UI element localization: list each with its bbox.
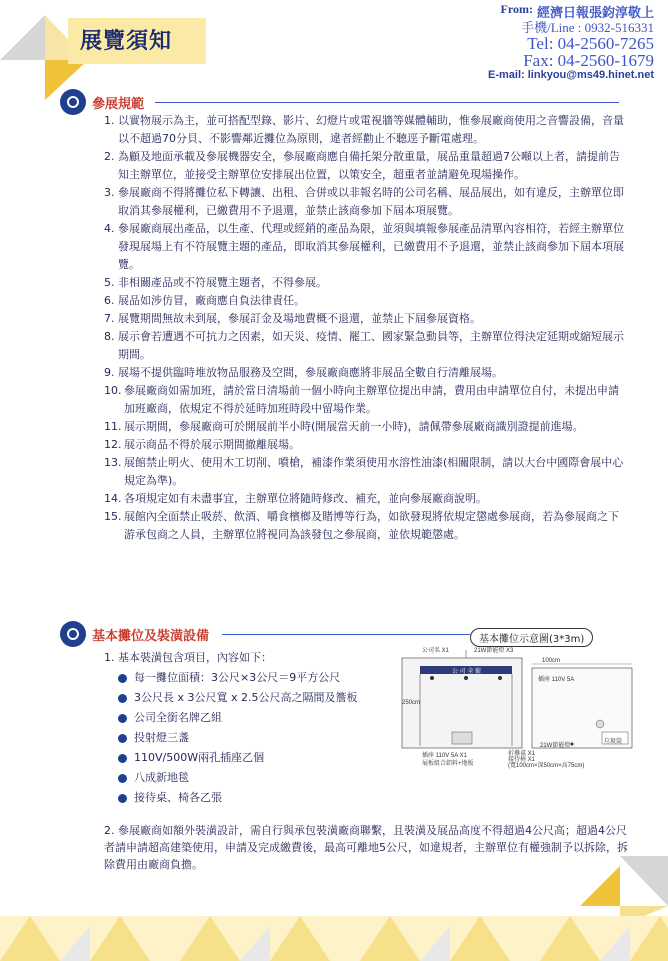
bullet-icon xyxy=(118,774,127,783)
contact-name: 經濟日報張鈞淳敬上 xyxy=(536,5,654,20)
booth-item xyxy=(118,688,358,708)
rule-number: 9. xyxy=(104,366,115,379)
diagram-text: 公 司 全 銜 xyxy=(452,669,482,675)
rule-item xyxy=(104,508,624,544)
rule-number: 1. xyxy=(104,114,115,127)
booth-item-text: 八成新地毯 xyxy=(134,771,189,784)
rule-number: 14. xyxy=(104,492,122,505)
rule-text: 參展廠商展出產品，以生產、代理或經銷的產品為限，並須與填報參展產品清單內容相符，若經主辦單位發現展場上有不符展覽主題的產品，即取消其參展權利，已繳費用不予退還，並禁止該商參加下屆本項展覽。 xyxy=(118,222,624,271)
rule-text: 展品如涉仿冒，廠商應自負法律責任。 xyxy=(118,294,305,307)
rule-text: 為顧及地面承載及參展機器安全，參展廠商應自備托架分散重量，展品重量超過7公噸以上者，請提前告知主辦單位，並接受主辦單位安排展出位置，以策安全，超重者並請避免現場操作。 xyxy=(118,150,620,181)
contact-mobile: 手機/Line : 0932-516331 xyxy=(521,20,654,35)
rule-item xyxy=(104,418,624,436)
rule-item xyxy=(104,490,624,508)
contact-email: E-mail: linkyou@ms49.hinet.net xyxy=(488,69,654,81)
booth-items xyxy=(104,648,358,808)
rule-text: 展示會若遭遇不可抗力之因素，如天災、疫情、罷工、國家緊急動員等，主辦單位得決定延期或縮短展示期間。 xyxy=(118,330,624,361)
diagram-text: 接待椅 X1 xyxy=(508,757,536,763)
rule-number: 11. xyxy=(104,420,122,433)
rule-number: 6. xyxy=(104,294,115,307)
booth-intro: 1. 基本裝潢包含項目，內容如下： xyxy=(104,651,272,664)
diagram-text: 100cm xyxy=(542,658,561,664)
rule-number: 8. xyxy=(104,330,115,343)
rule-item xyxy=(104,220,624,274)
bullet-icon xyxy=(118,794,127,803)
diagram-text: (寬100cm×深50cm×高75cm) xyxy=(508,763,585,769)
diagram-text: 21W節能燈 X3 xyxy=(474,648,514,654)
rule-item xyxy=(104,454,624,490)
footer-stripe xyxy=(0,916,668,961)
booth-item-text: 每一攤位面積：3公尺×3公尺＝9平方公尺 xyxy=(134,671,341,684)
booth-item xyxy=(118,668,358,688)
rule-number: 10. xyxy=(104,384,122,397)
booth-item-text: 投射燈三盞 xyxy=(134,731,189,744)
booth-item xyxy=(118,768,358,788)
rule-number: 2. xyxy=(104,150,115,163)
divider xyxy=(222,634,470,635)
rule-text: 展示商品不得於展示期間撤離展場。 xyxy=(124,438,300,451)
section-title-rules: 參展規範 xyxy=(92,96,145,112)
rule-item xyxy=(104,292,624,310)
rule-text: 展示期間，參展廠商可於開展前半小時(開展當天前一小時)，請佩帶參展廠商識別證提前進場。 xyxy=(124,420,584,433)
booth-item xyxy=(118,748,358,768)
bullet-icon xyxy=(118,674,127,683)
bullet-icon xyxy=(118,734,127,743)
divider xyxy=(155,102,619,103)
rule-item xyxy=(104,382,624,418)
booth-item-text: 110V/500W兩孔插座乙個 xyxy=(134,751,265,764)
booth-diagram xyxy=(392,640,642,768)
diagram-text: 折疊桌 X1 xyxy=(508,751,536,757)
rule-number: 15. xyxy=(104,510,122,523)
booth-item-text: 公司全銜名牌乙組 xyxy=(134,711,222,724)
bullet-icon xyxy=(118,754,127,763)
diagram-text: 插座 110V 5A X1 xyxy=(422,753,467,759)
booth-item xyxy=(118,728,358,748)
section-title-booth: 基本攤位及裝潢設備 xyxy=(92,628,210,644)
booth-item-text: 接待桌、椅各乙張 xyxy=(134,791,222,804)
rule-text: 參展廠商如需加班，請於當日清場前一個小時向主辦單位提出申請，費用由申請單位自付，未提出申請加班廠商，依規定不得於延時加班時段中留場作業。 xyxy=(124,384,619,415)
section-header-booth xyxy=(60,621,209,647)
diagram-text: 公司名 X1 xyxy=(422,648,450,654)
rule-number: 13. xyxy=(104,456,122,469)
booth-item xyxy=(118,708,358,728)
booth-item-text: 3公尺長 x 3公尺寬 x 2.5公尺高之隔間及簷板 xyxy=(134,691,358,704)
rule-text: 以實物展示為主，並可搭配型錄、影片、幻燈片或電視牆等媒體輔助，惟參展廠商使用之音響設備，音量以不超過70分貝、不影響鄰近攤位為原則，違者經勸止不聽逕予斷電處理。 xyxy=(118,114,624,145)
rule-text: 展館內全面禁止吸菸、飲酒、嚼食檳榔及賭博等行為，如欲發現將依規定懲處參展商，若為參展商之下游承包商之人員，主辦單位將視同為該發包之參展商，並依規範懲處。 xyxy=(124,510,619,541)
rule-item xyxy=(104,148,624,184)
contact-from: From: xyxy=(500,2,533,16)
diagram-text: 展板組合鋁料+地板 xyxy=(422,761,474,767)
gear-icon xyxy=(60,621,86,647)
rule-item xyxy=(104,328,624,364)
diagram-text: 21W節能燈 xyxy=(540,743,571,749)
rule-item xyxy=(104,274,624,292)
rule-number: 12. xyxy=(104,438,122,451)
diagram-text: 垃圾筒 xyxy=(604,739,623,745)
rule-text: 展覽期間無故未到展，參展訂金及場地費概不退還，並禁止下屆參展資格。 xyxy=(118,312,481,325)
diagram-text: 插座 110V 5A xyxy=(538,677,575,683)
rule-item xyxy=(104,184,624,220)
diagram-label: 基本攤位示意圖(3*3m) xyxy=(470,628,593,647)
gear-icon xyxy=(60,89,86,115)
rule-text: 參展廠商不得將攤位私下轉讓、出租、合併或以非報名時的公司名稱、展品展出，如有違反，主辦單位即取消其參展權利，已繳費用不予退還，並禁止該商參加下屆本項展覽。 xyxy=(118,186,624,217)
rule-item xyxy=(104,112,624,148)
rule-number: 4. xyxy=(104,222,115,235)
diagram-text: 250cm xyxy=(402,700,421,706)
rule-text: 展館禁止明火、使用木工切削、噴槍，補漆作業須使用水溶性油漆(相關限制，請以大台中國際會展中心規定為準)。 xyxy=(124,456,624,487)
contact-block xyxy=(488,2,654,81)
rule-number: 7. xyxy=(104,312,115,325)
booth-item xyxy=(118,788,358,808)
rule-text: 各項規定如有未盡事宜，主辦單位將隨時修改、補充，並向參展廠商說明。 xyxy=(124,492,487,505)
contact-fax: Fax: 04-2560-1679 xyxy=(523,51,654,70)
rules-list xyxy=(104,112,624,544)
footer-pattern xyxy=(0,916,668,961)
rule-item xyxy=(104,436,624,454)
rule-text: 非相關產品或不符展覽主題者，不得參展。 xyxy=(118,276,327,289)
bullet-icon xyxy=(118,694,127,703)
page-title: 展覽須知 xyxy=(80,29,173,54)
rule-text: 展場不提供臨時堆放物品服務及空間，參展廠商應將非展品全數自行清離展場。 xyxy=(118,366,503,379)
rule-number: 3. xyxy=(104,186,115,199)
booth-note: 2. 參展廠商如額外裝潢設計，需自行與承包裝潢廠商聯繫，且裝潢及展品高度不得超過4公尺高；超過4公尺者請申請超高建築使用，申請及完成繳費後，最高可離地5公尺，如違規者，主辦單位有權強制予以拆除，拆除費用由廠商負擔。 xyxy=(104,824,628,871)
rule-item xyxy=(104,364,624,382)
contact-tel: Tel: 04-2560-7265 xyxy=(527,34,654,53)
bullet-icon xyxy=(118,714,127,723)
rule-item xyxy=(104,310,624,328)
rule-number: 5. xyxy=(104,276,115,289)
